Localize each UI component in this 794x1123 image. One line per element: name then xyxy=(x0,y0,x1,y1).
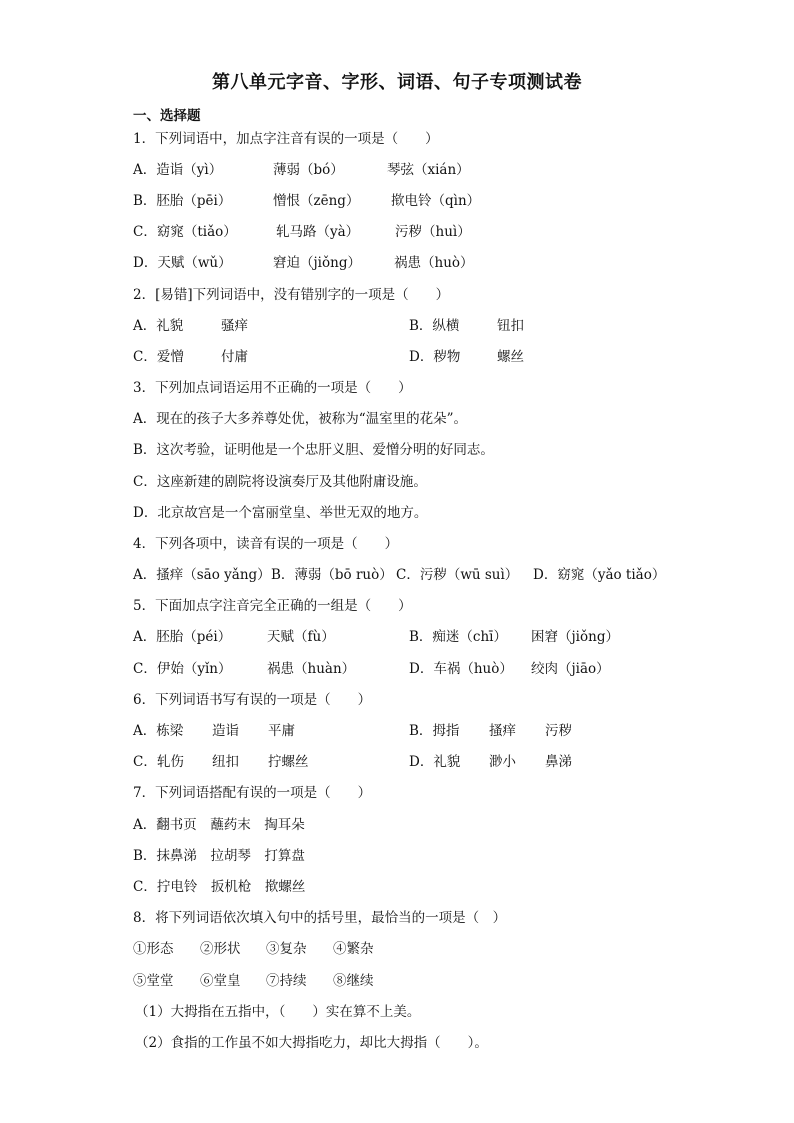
q6-option-d: D．礼貌 xyxy=(409,754,461,770)
q8-word-6: ⑥堂皇 xyxy=(200,973,241,989)
page-title: 第八单元字音、字形、词语、句子专项测试卷 xyxy=(212,72,582,93)
q5-option-b: B．痴迷（chī） xyxy=(409,629,507,645)
section-heading: 一、选择题 xyxy=(133,108,201,124)
q2-option-b: B．纵横 xyxy=(409,318,460,334)
q6-option-c-word3: 拧螺丝 xyxy=(268,754,309,770)
q1-option-a-word3: 琴弦（xián） xyxy=(387,162,470,178)
q2-option-c-word2: 付庸 xyxy=(221,349,248,365)
q2-option-a-word2: 骚痒 xyxy=(221,318,248,334)
question-1-stem: 1．下列词语中，加点字注音有误的一项是（ ） xyxy=(133,131,439,147)
q4-option-b: B．薄弱（bō ruò） xyxy=(271,567,393,583)
question-2-stem: 2．[易错]下列词语中，没有错别字的一项是（ ） xyxy=(133,287,450,303)
q2-option-d: D．秽物 xyxy=(409,349,461,365)
q1-option-c-word2: 轧马路（yà） xyxy=(276,224,360,240)
q8-word-5: ⑤堂堂 xyxy=(133,973,174,989)
q4-option-d: D．窈窕（yǎo tiǎo） xyxy=(533,567,666,583)
q3-option-d: D．北京故宫是一个富丽堂皇、举世无双的地方。 xyxy=(133,505,428,521)
q7-option-b: B．抹鼻涕 拉胡琴 打算盘 xyxy=(133,848,305,864)
q8-sentence-2: （2）食指的工作虽不如大拇指吃力，却比大拇指（ ）。 xyxy=(135,1035,488,1051)
q2-option-a: A．礼貌 xyxy=(133,318,184,334)
q2-option-d-word2: 螺丝 xyxy=(497,349,524,365)
q1-option-d: D．天赋（wǔ） xyxy=(133,255,232,271)
q3-option-b: B．这次考验，证明他是一个忠肝义胆、爱憎分明的好同志。 xyxy=(133,442,494,458)
q6-option-b-word3: 污秽 xyxy=(545,723,572,739)
q1-option-b-word2: 憎恨（zēng） xyxy=(273,193,360,209)
q6-option-c-word2: 纽扣 xyxy=(212,754,239,770)
q1-option-a-word2: 薄弱（bó） xyxy=(273,162,344,178)
q4-option-a: A．搔痒（sāo yǎng） xyxy=(133,567,271,583)
question-6-stem: 6．下列词语书写有误的一项是（ ） xyxy=(133,692,372,708)
q1-option-a: A．造诣（yì） xyxy=(133,162,223,178)
q8-word-3: ③复杂 xyxy=(266,941,307,957)
q1-option-d-word3: 祸患（huò） xyxy=(394,255,474,271)
q8-word-1: ①形态 xyxy=(133,941,174,957)
q2-option-c: C．爱憎 xyxy=(133,349,184,365)
question-3-stem: 3．下列加点词语运用不正确的一项是（ ） xyxy=(133,380,412,396)
q1-option-c: C．窈窕（tiǎo） xyxy=(133,224,237,240)
q5-option-c: C．伊始（yǐn） xyxy=(133,661,232,677)
q3-option-a: A．现在的孩子大多养尊处优，被称为“温室里的花朵”。 xyxy=(133,411,468,427)
q5-option-d: D．车祸（huò） xyxy=(409,661,513,677)
q8-word-7: ⑦持续 xyxy=(266,973,307,989)
q6-option-a-word2: 造诣 xyxy=(212,723,239,739)
q1-option-b: B．胚胎（pēi） xyxy=(133,193,232,209)
q7-option-c: C．拧电铃 扳机枪 揿螺丝 xyxy=(133,879,306,895)
q4-option-c: C．污秽（wū suì） xyxy=(396,567,519,583)
question-5-stem: 5．下面加点字注音完全正确的一组是（ ） xyxy=(133,598,412,614)
question-7-stem: 7．下列词语搭配有误的一项是（ ） xyxy=(133,785,372,801)
q6-option-b-word2: 搔痒 xyxy=(489,723,516,739)
q5-option-c-word2: 祸患（huàn） xyxy=(267,661,356,677)
q5-option-a-word2: 天赋（fù） xyxy=(267,629,335,645)
q8-word-8: ⑧继续 xyxy=(333,973,374,989)
q5-option-b-word2: 困窘（jiǒng） xyxy=(531,629,619,645)
q6-option-d-word3: 鼻涕 xyxy=(545,754,572,770)
q5-option-d-word2: 绞肉（jiāo） xyxy=(531,661,610,677)
q3-option-c: C．这座新建的剧院将设演奏厅及其他附庸设施。 xyxy=(133,474,427,490)
q1-option-b-word3: 揿电铃（qìn） xyxy=(391,193,481,209)
q1-option-c-word3: 污秽（huì） xyxy=(395,224,471,240)
q6-option-a-word3: 平庸 xyxy=(268,723,295,739)
q1-option-d-word2: 窘迫（jiǒng） xyxy=(273,255,361,271)
q6-option-c: C．轧伤 xyxy=(133,754,184,770)
q6-option-b: B．拇指 xyxy=(409,723,460,739)
question-8-stem: 8．将下列词语依次填入句中的括号里，最恰当的一项是（ ） xyxy=(133,910,507,926)
question-4-stem: 4．下列各项中，读音有误的一项是（ ） xyxy=(133,536,399,552)
q7-option-a: A．翻书页 蘸药末 掏耳朵 xyxy=(133,817,305,833)
q6-option-d-word2: 渺小 xyxy=(489,754,516,770)
q5-option-a: A．胚胎（péi） xyxy=(133,629,232,645)
q8-sentence-1: （1）大拇指在五指中，（ ）实在算不上美。 xyxy=(135,1004,421,1020)
q8-word-4: ④繁杂 xyxy=(333,941,374,957)
q6-option-a: A．栋梁 xyxy=(133,723,184,739)
q2-option-b-word2: 钮扣 xyxy=(497,318,524,334)
q8-word-2: ②形状 xyxy=(200,941,241,957)
